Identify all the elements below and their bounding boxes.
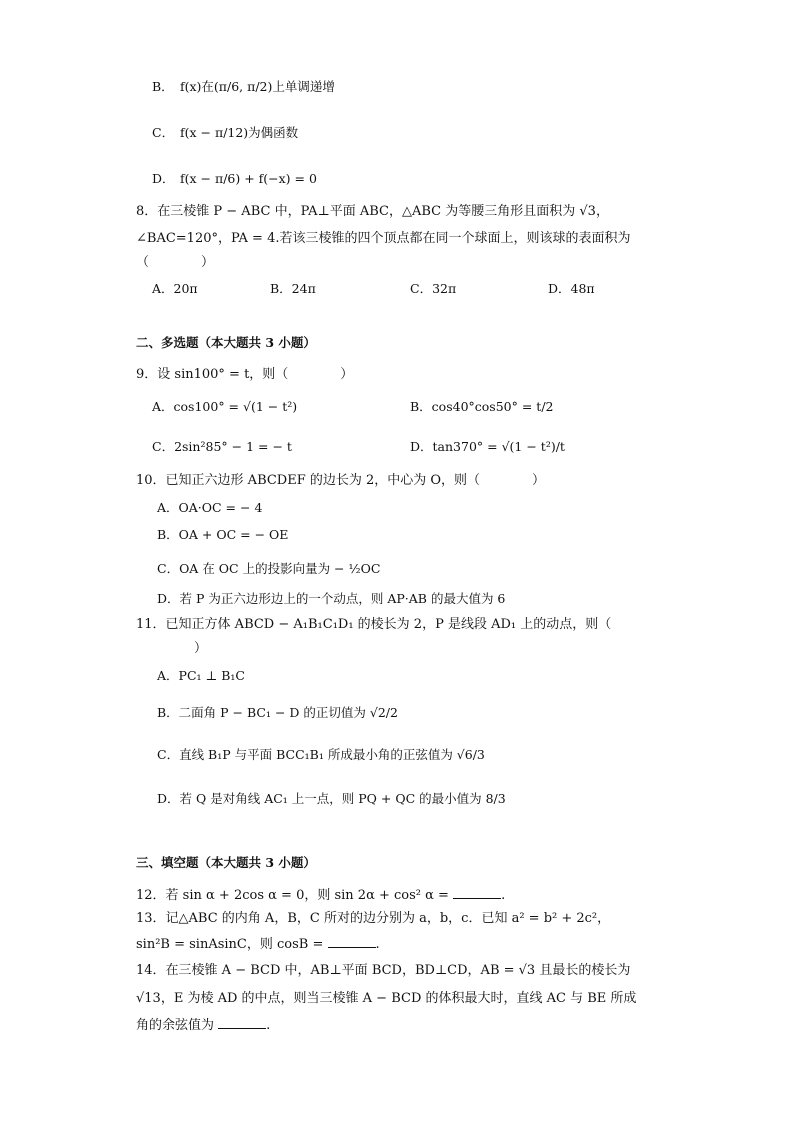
q7-option-d-text: f(x − π/6) + f(−x) = 0 — [180, 171, 317, 186]
q9-option-d: D．tan370° = √(1 − t²)/t — [410, 439, 565, 454]
q9-option-c: C．2sin²85° − 1 = − t — [152, 439, 292, 454]
q14-period: . — [266, 1018, 271, 1033]
q8-stem-line1: 8．在三棱锥 P − ABC 中，PA⊥平面 ABC，△ABC 为等腰三角形且面积为 √3， — [136, 204, 609, 219]
q13-stem-line1: 13．记△ABC 的内角 A，B，C 所对的边分别为 a，b，c．已知 a² = b² + 2c²， — [136, 911, 611, 926]
section-heading-fill-in: 三、填空题（本大题共 3 小题） — [136, 855, 316, 870]
q11-option-b: B．二面角 P − BC₁ − D 的正切值为 √2/2 — [157, 705, 398, 720]
q11-stem-close: ） — [194, 641, 208, 656]
q8-option-a: A．20π — [152, 281, 198, 296]
q8-answer-paren: （ ） — [136, 255, 215, 270]
q13-text: sin²B = sinAsinC，则 cosB = — [136, 937, 324, 952]
q7-option-b-text: f(x)在(π/6, π/2)上单调递增 — [180, 79, 335, 94]
q10-option-c: C．OA 在 OC 上的投影向量为 − ½OC — [157, 561, 381, 576]
q12-period: . — [501, 888, 506, 903]
q14-answer-blank[interactable] — [218, 1016, 266, 1029]
q10-option-d: D．若 P 为正六边形边上的一个动点，则 AP·AB 的最大值为 6 — [157, 591, 506, 606]
q11-option-a: A．PC₁ ⊥ B₁C — [157, 668, 245, 683]
q8-option-b: B．24π — [270, 281, 316, 296]
q9-option-a: A．cos100° = √(1 − t²) — [152, 399, 298, 414]
q13-period: . — [375, 937, 380, 952]
q12-answer-blank[interactable] — [453, 886, 501, 899]
q9-option-b: B．cos40°cos50° = t/2 — [410, 399, 554, 414]
q8-option-d: D．48π — [548, 281, 595, 296]
q14-stem-line1: 14．在三棱锥 A − BCD 中，AB⊥平面 BCD，BD⊥CD，AB = √3 且最长的棱长为 — [136, 963, 631, 978]
q14-stem-line2: √13，E 为棱 AD 的中点，则当三棱锥 A − BCD 的体积最大时，直线 AC 与 BE 所成 — [136, 991, 637, 1006]
q11-option-c: C．直线 B₁P 与平面 BCC₁B₁ 所成最小角的正弦值为 √6/3 — [157, 747, 485, 762]
q14-stem-line3 — [136, 1016, 270, 1035]
q7-option-c-text: f(x − π/12)为偶函数 — [180, 125, 299, 140]
q12-text: 12．若 sin α + 2cos α = 0，则 sin 2α + cos² α = — [136, 888, 449, 903]
q8-stem-line2: ∠BAC=120°，PA = 4.若该三棱锥的四个顶点都在同一个球面上，则该球的表面积为 — [136, 231, 631, 246]
q9-stem: 9．设 sin100° = t，则（ ） — [136, 367, 354, 382]
q13-stem-line2 — [136, 935, 380, 954]
q7-option-b: B． — [152, 79, 174, 94]
q7-option-c: C． — [152, 125, 175, 140]
q12-stem — [136, 886, 505, 905]
q10-stem: 10．已知正六边形 ABCDEF 的边长为 2，中心为 O，则（ ） — [136, 473, 546, 488]
q11-option-d: D．若 Q 是对角线 AC₁ 上一点，则 PQ + QC 的最小值为 8/3 — [157, 791, 506, 806]
q10-option-a: A．OA·OC = − 4 — [157, 500, 263, 515]
q14-text: 角的余弦值为 — [136, 1018, 215, 1033]
q10-option-b: B．OA + OC = − OE — [157, 527, 289, 542]
q8-option-c: C．32π — [410, 281, 457, 296]
q7-option-d: D． — [152, 171, 175, 186]
q13-answer-blank[interactable] — [328, 935, 376, 948]
section-heading-multiple-choice: 二、多选题（本大题共 3 小题） — [136, 335, 316, 350]
q11-stem: 11．已知正方体 ABCD − A₁B₁C₁D₁ 的棱长为 2，P 是线段 AD₁ 上的动点，则（ — [136, 617, 612, 632]
